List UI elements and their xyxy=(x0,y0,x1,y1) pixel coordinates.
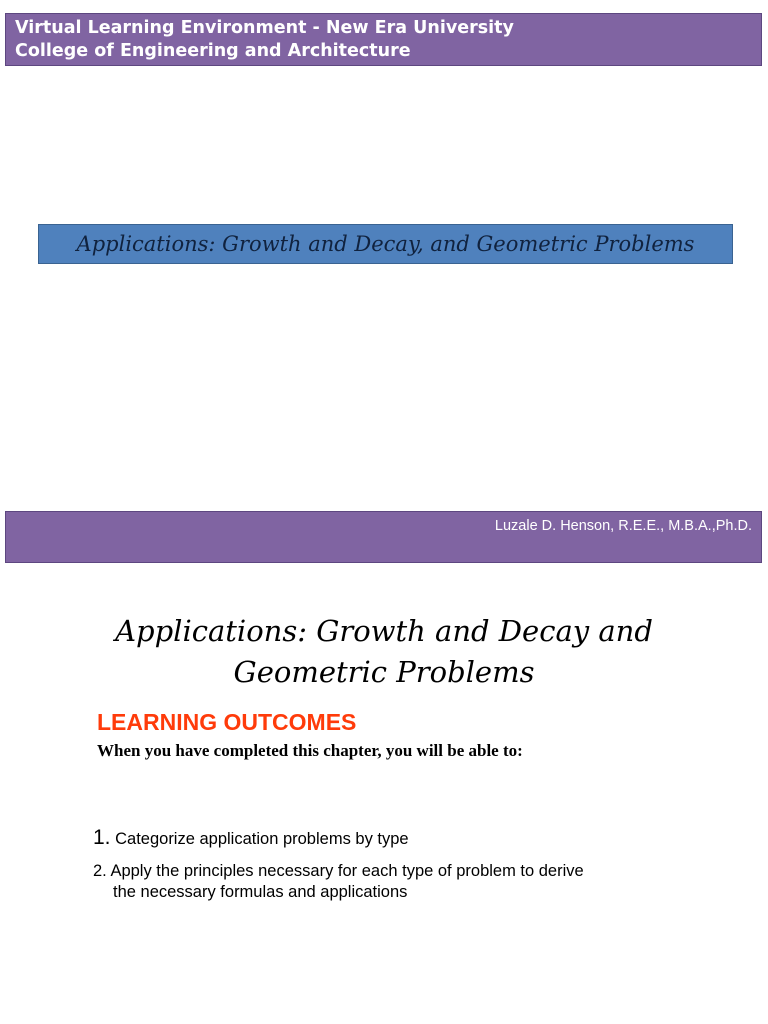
list-item-text: Apply the principles necessary for each type of problem to derive xyxy=(110,862,584,880)
list-item xyxy=(93,861,584,903)
learning-outcomes-heading: LEARNING OUTCOMES xyxy=(97,709,357,735)
slide-title-line2: Geometric Problems xyxy=(233,655,535,689)
header-line-university: Virtual Learning Environment - New Era University xyxy=(15,18,514,38)
topic-title-box xyxy=(38,224,733,264)
slide-title-line1: Applications: Growth and Decay and xyxy=(115,614,653,648)
list-item xyxy=(93,827,409,850)
author-credit: Luzale D. Henson, R.E.E., M.B.A.,Ph.D. xyxy=(494,518,752,534)
list-item-text-continued: the necessary formulas and applications xyxy=(113,883,408,901)
slide-title xyxy=(0,611,768,693)
footer-banner xyxy=(5,511,762,563)
topic-title: Applications: Growth and Decay, and Geometric Problems xyxy=(76,232,695,256)
list-item-number: 2. xyxy=(93,862,107,880)
header-line-college: College of Engineering and Architecture xyxy=(15,41,411,61)
learning-outcomes-intro: When you have completed this chapter, you will be able to: xyxy=(97,741,523,760)
list-item-text: Categorize application problems by type xyxy=(115,830,409,848)
list-item-number: 1. xyxy=(93,826,111,849)
header-banner xyxy=(5,13,762,66)
